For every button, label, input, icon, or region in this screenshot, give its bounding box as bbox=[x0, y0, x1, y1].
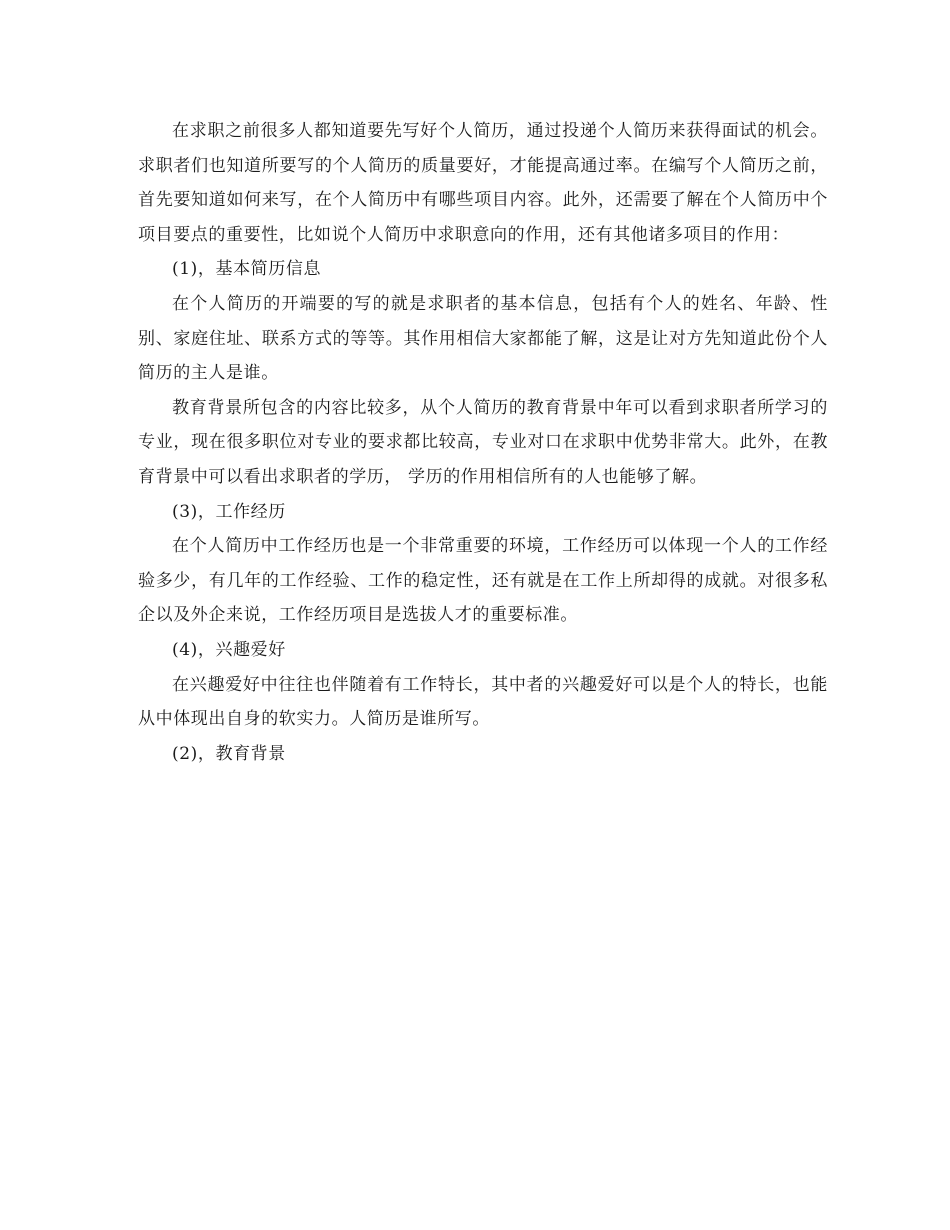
hobbies-paragraph: 在兴趣爱好中往往也伴随着有工作特长，其中者的兴趣爱好可以是个人的特长，也能从中体现出自身的软实力。人简历是谁所写。 bbox=[138, 674, 828, 730]
education-paragraph: 教育背景所包含的内容比较多，从个人简历的教育背景中年可以看到求职者所学习的专业，现在很多职位对专业的要求都比较高，专业对口在求职中优势非常大。此外，在教育背景中可以看出求职者的学历， 学历的作用相信所有的人也能够了解。 bbox=[138, 397, 828, 487]
section-heading-hobbies: (4)，兴趣爱好 bbox=[172, 639, 286, 660]
basic-info-paragraph: 在个人简历的开端要的写的就是求职者的基本信息，包括有个人的姓名、年龄、性别、家庭住址、联系方式的等等。其作用相信大家都能了解，这是让对方先知道此份个人简历的主人是谁。 bbox=[138, 293, 828, 384]
intro-paragraph: 在求职之前很多人都知道要先写好个人简历，通过投递个人简历来获得面试的机会。求职者们也知道所要写的个人简历的质量要好，才能提高通过率。在编写个人简历之前，首先要知道如何来写，在个人简历中有哪些项目内容。此外，还需要了解在个人简历中个项目要点的重要性，比如说个人简历中求职意向的作用，还有其他诸多项目的作用： bbox=[138, 121, 828, 245]
work-experience-paragraph: 在个人简历中工作经历也是一个非常重要的环境，工作经历可以体现一个人的工作经验多少，有几年的工作经验、工作的稳定性，还有就是在工作上所却得的成就。对很多私企以及外企来说，工作经历项目是选拔人才的重要标准。 bbox=[138, 536, 828, 626]
section-heading-work-experience: (3)，工作经历 bbox=[172, 501, 286, 522]
section-heading-education: (2)，教育背景 bbox=[172, 743, 286, 764]
document-page bbox=[138, 114, 828, 771]
section-heading-basic-info: (1)，基本简历信息 bbox=[172, 259, 322, 280]
